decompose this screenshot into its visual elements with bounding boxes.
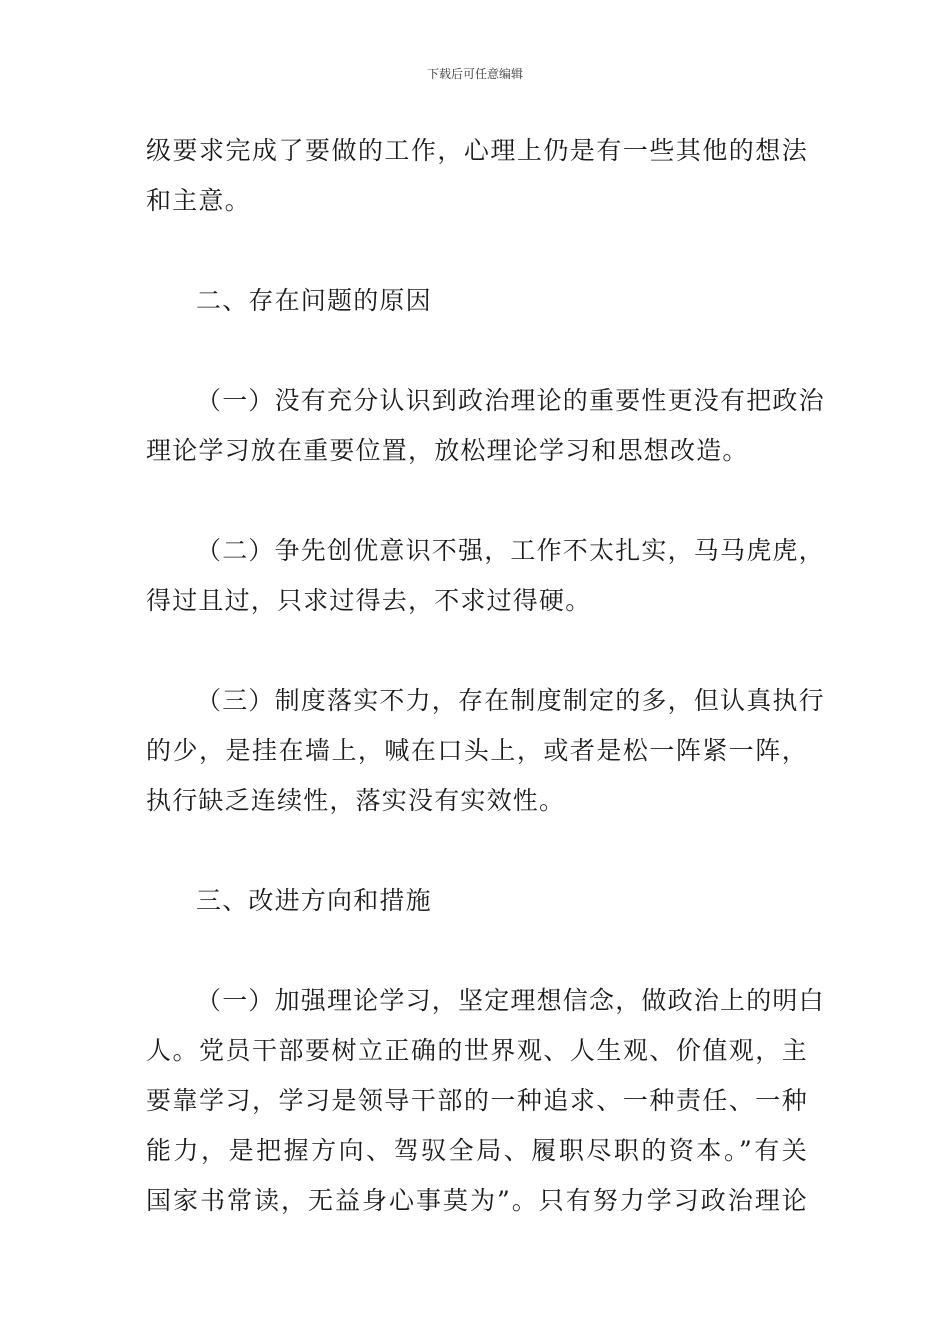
paragraph-line: 国家书常读，无益身心事莫为”。只有努力学习政治理论	[146, 1186, 808, 1215]
paragraph-line: （二）争先创优意识不强，工作不太扎实，马马虎虎，	[196, 536, 825, 565]
paragraph-line: 执行缺乏连续性，落实没有实效性。	[146, 786, 566, 815]
paragraph-line: （一）加强理论学习，坚定理想信念，做政治上的明白	[196, 986, 825, 1015]
paragraph-spacer	[146, 926, 808, 976]
paragraph-spacer	[146, 476, 808, 526]
paragraph-line: 要靠学习，学习是领导干部的一种追求、一种责任、一种	[146, 1086, 808, 1115]
section-heading: 二、存在问题的原因	[196, 286, 432, 315]
paragraph-line: 级要求完成了要做的工作，心理上仍是有一些其他的想法	[146, 136, 808, 165]
paragraph-spacer	[146, 226, 808, 276]
paragraph-line: （一）没有充分认识到政治理论的重要性更没有把政治	[196, 386, 825, 415]
page-header-note: 下载后可任意编辑	[426, 67, 523, 81]
paragraph-line: （三）制度落实不力，存在制度制定的多，但认真执行	[196, 686, 825, 715]
paragraph-line: 人。党员干部要树立正确的世界观、人生观、价值观，主	[146, 1036, 808, 1065]
paragraph-spacer	[146, 326, 808, 376]
paragraph-spacer	[146, 626, 808, 676]
document-body	[146, 126, 825, 1226]
paragraph-spacer	[146, 826, 808, 876]
paragraph-line: 能力，是把握方向、驾驭全局、履职尽职的资本。”有关	[146, 1136, 808, 1165]
paragraph-line: 得过且过，只求过得去，不求过得硬。	[146, 586, 592, 615]
paragraph-line: 和主意。	[146, 186, 251, 215]
section-heading: 三、改进方向和措施	[196, 886, 432, 915]
paragraph-line: 的少，是挂在墙上，喊在口头上，或者是松一阵紧一阵，	[146, 736, 808, 765]
paragraph-line: 理论学习放在重要位置，放松理论学习和思想改造。	[146, 436, 749, 465]
